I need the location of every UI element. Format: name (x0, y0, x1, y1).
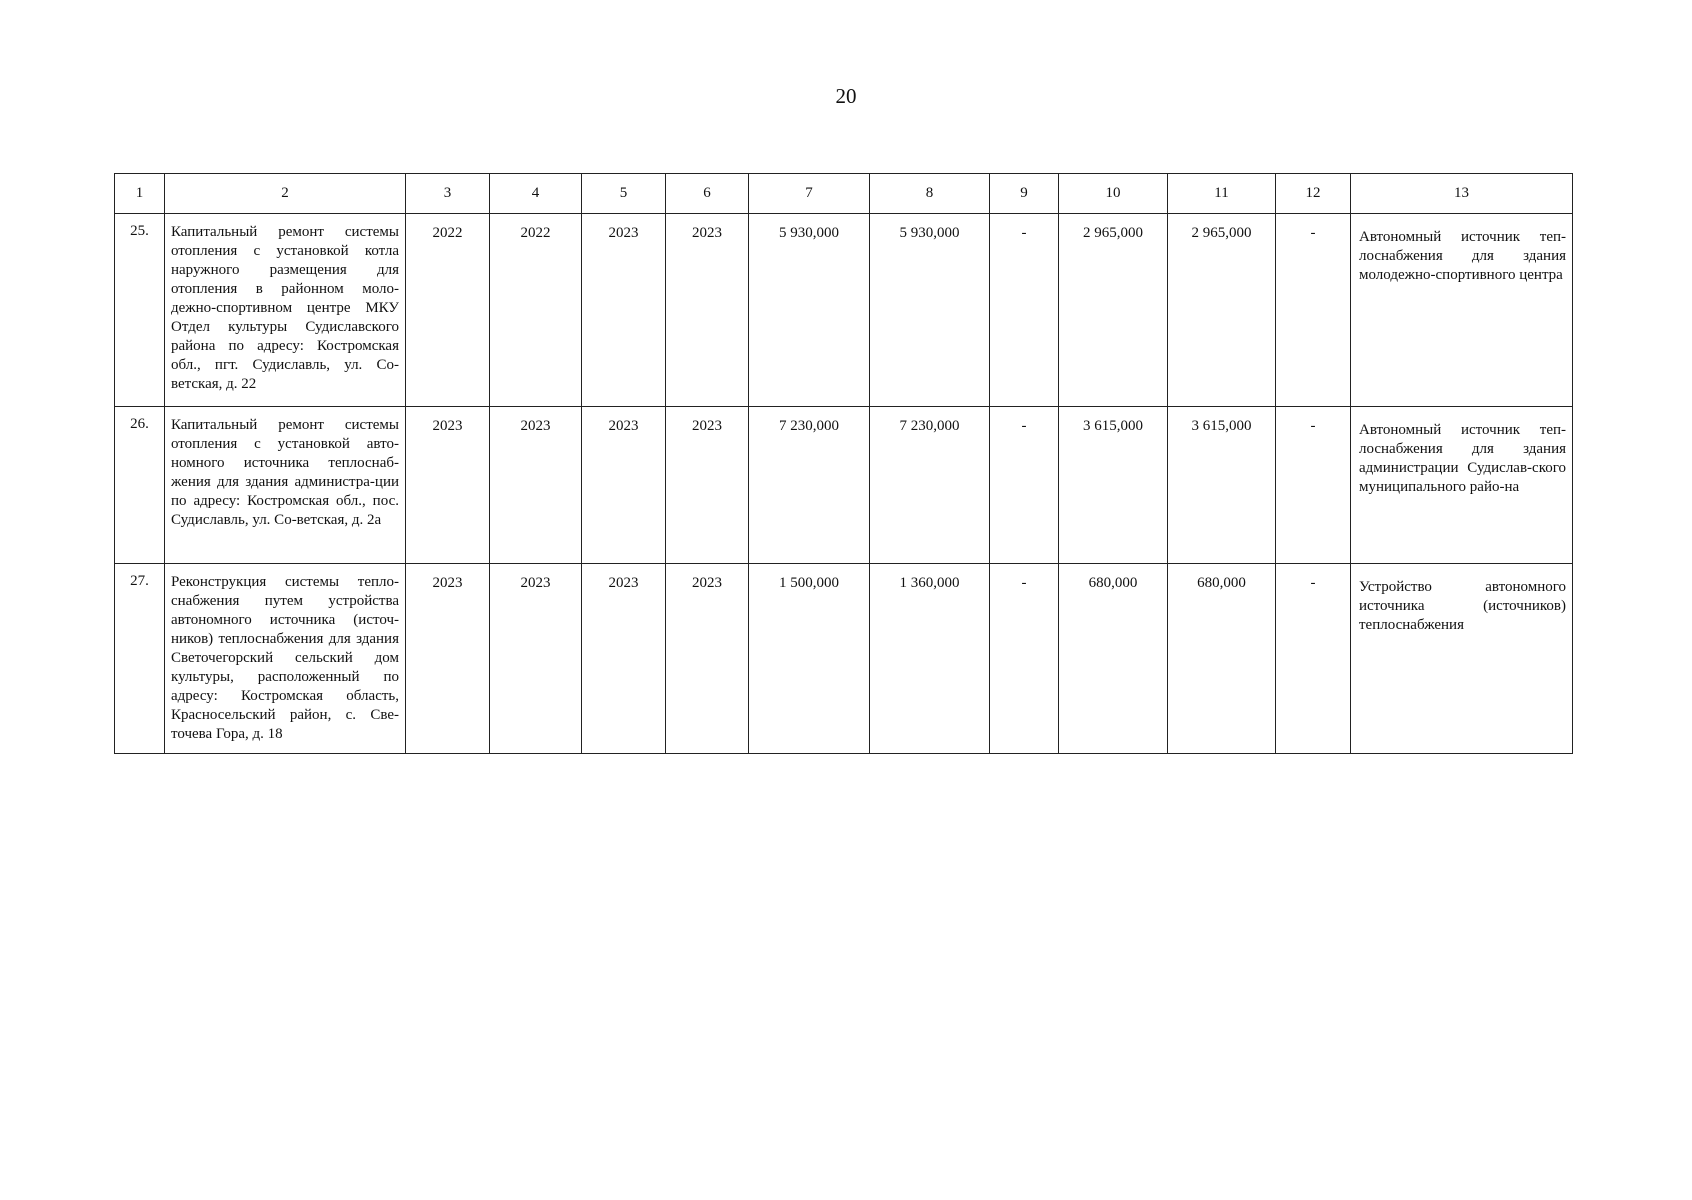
table-row (115, 407, 1573, 564)
row-result: Автономный источник теп-лоснабжения для здания молодежно-спортивного центра (1351, 214, 1573, 407)
cell-col-10: 680,000 (1059, 564, 1168, 754)
cell-col-4: 2023 (490, 564, 582, 754)
investment-table (114, 173, 1573, 754)
cell-col-9: - (990, 407, 1059, 564)
row-description: Капитальный ремонт системы отопления с установкой котла наружного размещения для отопления в районном моло-дежно-спортивном центре МКУ Отдел культуры Судиславского района по адресу: Костромская обл., пгт. Судиславль, ул. Со-ветская, д. 22 (165, 214, 406, 407)
row-result: Устройство автономного источника (источников) теплоснабжения (1351, 564, 1573, 754)
cell-col-5: 2023 (582, 214, 666, 407)
column-header-13: 13 (1351, 174, 1573, 214)
cell-col-3: 2023 (406, 407, 490, 564)
cell-col-8: 5 930,000 (870, 214, 990, 407)
cell-col-12: - (1276, 214, 1351, 407)
cell-col-10: 3 615,000 (1059, 407, 1168, 564)
table-row (115, 564, 1573, 754)
column-header-10: 10 (1059, 174, 1168, 214)
row-description: Реконструкция системы тепло-снабжения путем устройства автономного источника (источ-ников) теплоснабжения для здания Светочегорский сельский дом культуры, расположенный по адресу: Костромская область, Красносельский район, с. Све-точева Гора, д. 18 (165, 564, 406, 754)
cell-col-6: 2023 (666, 214, 749, 407)
cell-col-6: 2023 (666, 407, 749, 564)
row-number: 27. (115, 564, 165, 754)
cell-col-5: 2023 (582, 564, 666, 754)
cell-col-12: - (1276, 564, 1351, 754)
column-header-5: 5 (582, 174, 666, 214)
table-row (115, 214, 1573, 407)
column-header-9: 9 (990, 174, 1059, 214)
row-description: Капитальный ремонт системы отопления с установкой авто-номного источника теплоснаб-жения для здания администра-ции по адресу: Костромская обл., пос. Судиславль, ул. Со-ветская, д. 2а (165, 407, 406, 564)
cell-col-7: 5 930,000 (749, 214, 870, 407)
cell-col-3: 2023 (406, 564, 490, 754)
cell-col-9: - (990, 214, 1059, 407)
column-header-1: 1 (115, 174, 165, 214)
cell-col-11: 2 965,000 (1168, 214, 1276, 407)
cell-col-11: 3 615,000 (1168, 407, 1276, 564)
cell-col-8: 1 360,000 (870, 564, 990, 754)
page-number: 20 (835, 84, 857, 108)
cell-col-12: - (1276, 407, 1351, 564)
column-header-2: 2 (165, 174, 406, 214)
cell-col-11: 680,000 (1168, 564, 1276, 754)
cell-col-4: 2022 (490, 214, 582, 407)
column-header-11: 11 (1168, 174, 1276, 214)
cell-col-3: 2022 (406, 214, 490, 407)
cell-col-4: 2023 (490, 407, 582, 564)
column-header-4: 4 (490, 174, 582, 214)
column-header-3: 3 (406, 174, 490, 214)
cell-col-8: 7 230,000 (870, 407, 990, 564)
cell-col-6: 2023 (666, 564, 749, 754)
column-header-8: 8 (870, 174, 990, 214)
table-header-row (115, 174, 1573, 214)
cell-col-9: - (990, 564, 1059, 754)
row-number: 25. (115, 214, 165, 407)
cell-col-7: 1 500,000 (749, 564, 870, 754)
cell-col-7: 7 230,000 (749, 407, 870, 564)
column-header-12: 12 (1276, 174, 1351, 214)
cell-col-10: 2 965,000 (1059, 214, 1168, 407)
column-header-6: 6 (666, 174, 749, 214)
row-number: 26. (115, 407, 165, 564)
cell-col-5: 2023 (582, 407, 666, 564)
row-result: Автономный источник теп-лоснабжения для здания администрации Судислав-ского муниципального райо-на (1351, 407, 1573, 564)
column-header-7: 7 (749, 174, 870, 214)
